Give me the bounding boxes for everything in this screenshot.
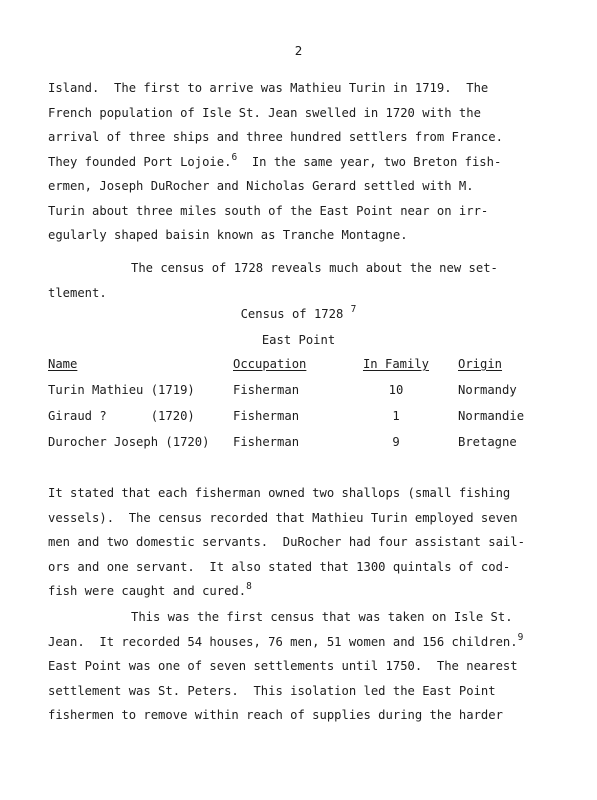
- text-line: [48, 630, 568, 655]
- paragraph-arrival: [48, 76, 568, 248]
- paragraph-first-census: [48, 605, 568, 728]
- text-line: Turin about three miles south of the East Point near on irr-: [48, 203, 489, 218]
- cell-occupation: Fisherman: [233, 409, 300, 423]
- cell-name: Turin Mathieu (1719): [48, 383, 195, 397]
- text-line: This was the first census that was taken on Isle St.: [131, 610, 513, 624]
- cell-name: Giraud ? (1720): [48, 409, 195, 423]
- table-title-text: Census of 1728: [240, 307, 344, 321]
- text-fragment: fish were caught and cured.: [48, 584, 247, 598]
- text-line: men and two domestic servants. DuRocher had four assistant sail-: [48, 535, 525, 549]
- header-occupation: Occupation: [233, 357, 307, 371]
- cell-origin: Normandie: [458, 409, 525, 423]
- text-fragment: Jean. It recorded 54 houses, 76 men, 51 women and 156 children.: [48, 634, 518, 649]
- text-line: [48, 579, 568, 604]
- text-line: arrival of three ships and three hundred settlers from France.: [48, 130, 503, 144]
- cell-family: 1: [392, 409, 400, 423]
- text-line: vessels). The census recorded that Mathieu Turin employed seven: [48, 510, 518, 525]
- page-number: 2: [294, 43, 303, 58]
- header-name: Name: [48, 357, 78, 371]
- text-line: settlement was St. Peters. This isolation led the East Point: [48, 683, 496, 698]
- cell-origin: Bretagne: [458, 435, 517, 449]
- text-line: fishermen to remove within reach of supplies during the harder: [48, 708, 503, 722]
- footnote-ref-9: 9: [517, 631, 524, 643]
- text-line: East Point was one of seven settlements until 1750. The nearest: [48, 659, 518, 673]
- cell-family: 10: [388, 383, 404, 397]
- table-row: [48, 383, 568, 409]
- text-line: French population of Isle St. Jean swelled in 1720 with the: [48, 105, 481, 120]
- text-line: [48, 150, 568, 175]
- cell-name: Durocher Joseph (1720): [48, 435, 210, 449]
- cell-family: 9: [392, 435, 400, 449]
- footnote-ref-7: 7: [350, 304, 357, 315]
- text-line: ermen, Joseph DuRocher and Nicholas Gerard settled with M.: [48, 179, 474, 193]
- cell-origin: Normandy: [458, 383, 517, 397]
- cell-occupation: Fisherman: [233, 383, 300, 397]
- cell-occupation: Fisherman: [233, 435, 300, 449]
- footnote-ref-8: 8: [246, 581, 252, 592]
- text-line: egularly shaped baisin known as Tranche Montagne.: [48, 228, 408, 242]
- paragraph-census-intro: [48, 256, 568, 305]
- table-row: [48, 435, 568, 461]
- header-origin: Origin: [458, 357, 503, 371]
- text-line: It stated that each fisherman owned two shallops (small fishing: [48, 486, 511, 500]
- text-fragment: They founded Port Lojoie.: [48, 154, 232, 169]
- table-header-row: [48, 357, 568, 383]
- text-line: ors and one servant. It also stated that 1300 quintals of cod-: [48, 559, 511, 574]
- table-title: [0, 304, 597, 321]
- table-subtitle: East Point: [261, 333, 336, 347]
- table-row: [48, 409, 568, 435]
- text-line: Island. The first to arrive was Mathieu Turin in 1719. The: [48, 81, 489, 95]
- text-line: tlement.: [48, 285, 107, 300]
- footnote-ref-6: 6: [231, 151, 238, 163]
- text-fragment: In the same year, two Breton fish-: [237, 154, 502, 169]
- paragraph-census-details: [48, 481, 568, 604]
- text-line: The census of 1728 reveals much about the new set-: [131, 261, 498, 275]
- census-table: [48, 357, 568, 461]
- header-family: In Family: [362, 357, 430, 371]
